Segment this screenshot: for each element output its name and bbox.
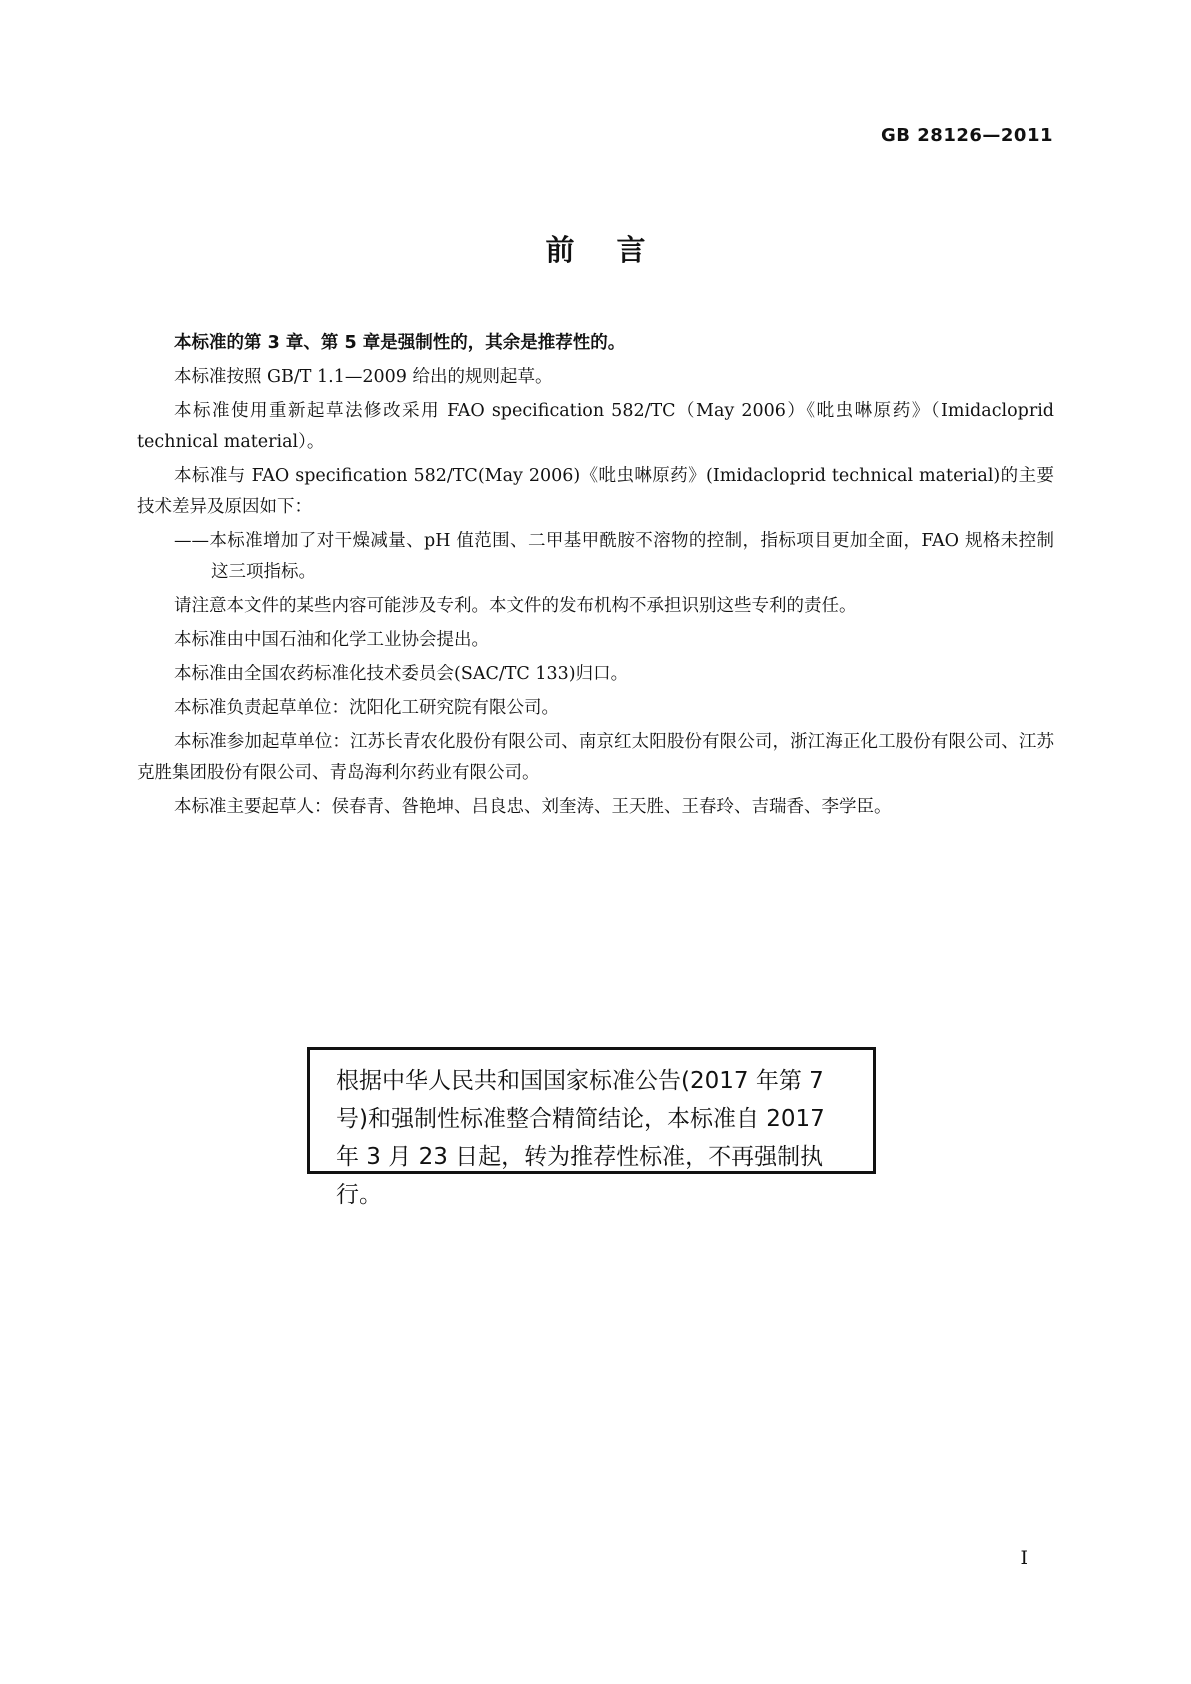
lead-drafter-paragraph: 本标准负责起草单位：沈阳化工研究院有限公司。 [174,698,559,718]
patent-notice-paragraph: 请注意本文件的某些内容可能涉及专利。本文件的发布机构不承担识别这些专利的责任。 [174,596,857,616]
page-number: I [1020,1547,1028,1569]
foreword-body [137,328,1054,826]
committee-paragraph: 本标准由全国农药标准化技术委员会(SAC/TC 133)归口。 [174,664,629,684]
adoption-paragraph: 本标准使用重新起草法修改采用 FAO specification 582/TC（May 2006）《吡虫啉原药》（Imidacloprid technical material）。 [137,401,1054,452]
drafting-rules-paragraph: 本标准按照 GB/T 1.1—2009 给出的规则起草。 [174,367,553,387]
difference-list-item: ——本标准增加了对干燥减量、pH 值范围、二甲基甲酰胺不溶物的控制，指标项目更加全面，FAO 规格未控制这三项指标。 [174,531,1054,582]
participating-drafters-paragraph: 本标准参加起草单位：江苏长青农化股份有限公司、南京红太阳股份有限公司，浙江海正化工股份有限公司、江苏克胜集团股份有限公司、青岛海利尔药业有限公司。 [137,732,1054,783]
notice-line: 年 3 月 23 日起，转为推荐性标准，不再强制执行。 [336,1144,824,1208]
page-title: 前言 [545,233,688,267]
proposer-paragraph: 本标准由中国石油和化学工业协会提出。 [174,630,489,650]
mandatory-clause-paragraph: 本标准的第 3 章、第 5 章是强制性的，其余是推荐性的。 [174,333,626,353]
status-notice-box [307,1047,876,1208]
notice-line: 根据中华人民共和国国家标准公告(2017 年第 7 [336,1068,824,1094]
standard-code: GB 28126—2011 [881,125,1053,146]
differences-paragraph: 本标准与 FAO specification 582/TC(May 2006)《吡虫啉原药》(Imidacloprid technical material)的主要技术差异及原因如下： [137,466,1054,517]
main-drafters-paragraph: 本标准主要起草人：侯春青、昝艳坤、吕良忠、刘奎涛、王天胜、王春玲、吉瑞香、李学臣。 [174,797,892,817]
notice-line: 号)和强制性标准整合精简结论，本标准自 2017 [336,1106,825,1132]
